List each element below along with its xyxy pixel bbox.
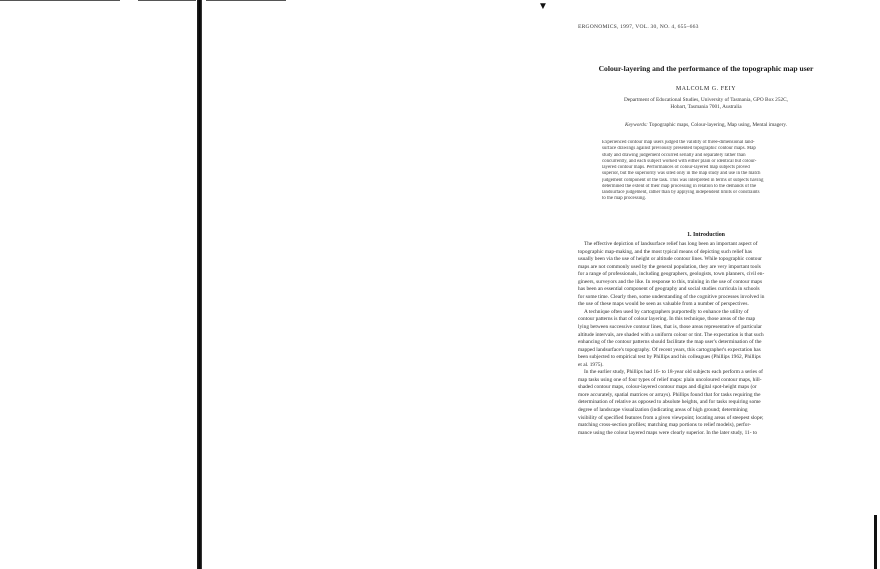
abstract-line: concurrently, and each subject worked with either plain or identical but colour-	[602, 158, 757, 164]
body-line: et al. 1975).	[578, 361, 604, 368]
body-line: maps are not commonly used by the general population, they are very important tools	[578, 263, 761, 270]
keywords-text: Topographic maps, Colour-layering, Map using, Mental imagery.	[648, 122, 788, 128]
scan-edge-mark	[874, 515, 877, 569]
section-heading: 1. Introduction	[687, 232, 725, 238]
body-line: more accurately, spatial matrices or arrays). Phillips found that for tasks requiring the	[578, 391, 761, 398]
running-head: ERGONOMICS, 1997, VOL. 30, NO. 4, 655–663	[578, 24, 699, 30]
keywords-label: Keywords:	[624, 122, 648, 128]
body-line: visibility of specified features from a given viewpoint; locating areas of steepest slope;	[578, 414, 764, 421]
abstract-line: study and drawing judgement occurred serially and separately rather than	[602, 152, 746, 158]
body-line: mapped landsurface's topography. Of recent years, this cartographer's expectation has	[578, 346, 761, 353]
abstract-line: determined the extent of their map processing in relation to the demands of the	[602, 183, 757, 189]
author: MALCOLM G. FEIY	[675, 86, 737, 92]
abstract-line: superior, but the superiority was sited only in the map study and use in the match	[602, 171, 761, 177]
body-line: for some time. Clearly then, some understanding of the cognitive processes involved in	[578, 293, 765, 300]
body-line: has been an essential component of geography and social studies curricula in schools	[578, 286, 760, 293]
paper-page	[578, 24, 834, 436]
body-line: altitude intervals, are shaded with a uniform colour or tint. The expectation is that such	[578, 331, 764, 338]
scan-edge-line	[138, 0, 196, 1]
affiliation-line: Department of Educational Studies, University of Tasmania, GPO Box 252C,	[623, 97, 788, 103]
body-line: gineers, surveyors and the like. In response to this, training in the use of contour maps	[578, 278, 763, 285]
abstract-line: landsurface judgement, rather than by applying independent limits or constraints	[602, 190, 760, 195]
scan-edge-line	[206, 0, 286, 1]
affiliation	[578, 97, 834, 111]
keywords	[578, 122, 834, 128]
body-line: enhancing of the contour patterns should facilitate the map user's determination of the	[578, 339, 762, 346]
abstract-line: layered contour maps. Performances of colour-layered map subjects proved	[602, 165, 750, 170]
body-line: map tasks using one of four types of relief maps: plain uncoloured contour maps, hill-	[578, 376, 762, 383]
body-line: In the earlier study, Phillips had 16- to 18-year old subjects each perform a series of	[584, 369, 763, 376]
affiliation-line: Hobart, Tasmania 7001, Australia	[670, 104, 742, 111]
binding-shadow	[197, 0, 202, 569]
body-line: the use of these maps would be seen as valuable from a number of perspectives.	[578, 301, 749, 308]
abstract-line: surface drawings against previously presented topographic contour maps. Map	[602, 146, 756, 152]
body-line: matching cross-section profiles; matching map portions to relief models), perfor-	[578, 422, 751, 429]
body-line: topographic map-making, and the most typical means of depicting such relief has	[578, 248, 752, 255]
abstract-line: judgement component of the task. This was interpreted in terms of subjects having	[602, 177, 764, 183]
body-line: lying between successive contour lines, that is, those areas representative of particular	[578, 324, 762, 331]
body-line: A technique often used by cartographers purportedly to enhance the utility of	[584, 308, 749, 315]
body-line: determination of relative as opposed to absolute heights, and for tasks requiring some	[578, 399, 761, 406]
body-line: for a range of professionals, including geographers, geologists, town planners, civil en-	[578, 271, 765, 278]
scan-edge-line	[0, 0, 120, 1]
body-line: shaded contour maps, colour-layered contour maps and digital spot-height maps (or	[578, 384, 757, 391]
body-line: been subjected to empirical test by Phillips and his colleagues (Phillips 1962, Phillips	[578, 354, 761, 361]
body-text	[578, 241, 834, 437]
body-line: usually been via the use of height or altitude contour lines. While topographic contour	[578, 256, 762, 263]
body-line: contour patterns is that of colour layering. In this technique, those areas of the map	[578, 316, 756, 323]
scan-mark: ▼	[538, 1, 548, 12]
abstract	[602, 140, 812, 203]
paper-title: Colour-layering and the performance of the topographic map user	[598, 64, 814, 73]
body-line: The effective depiction of landsurface relief has long been an important aspect of	[584, 241, 758, 247]
abstract-line: Experienced contour map users judged the validity of three-dimensional land-	[602, 140, 755, 145]
abstract-line: to the map processing.	[602, 196, 647, 202]
body-line: mance using the colour layered maps were clearly superior. In the later study, 11- to	[578, 429, 758, 436]
body-line: degree of landscape visualization (indicating areas of high ground; determining	[578, 407, 748, 414]
